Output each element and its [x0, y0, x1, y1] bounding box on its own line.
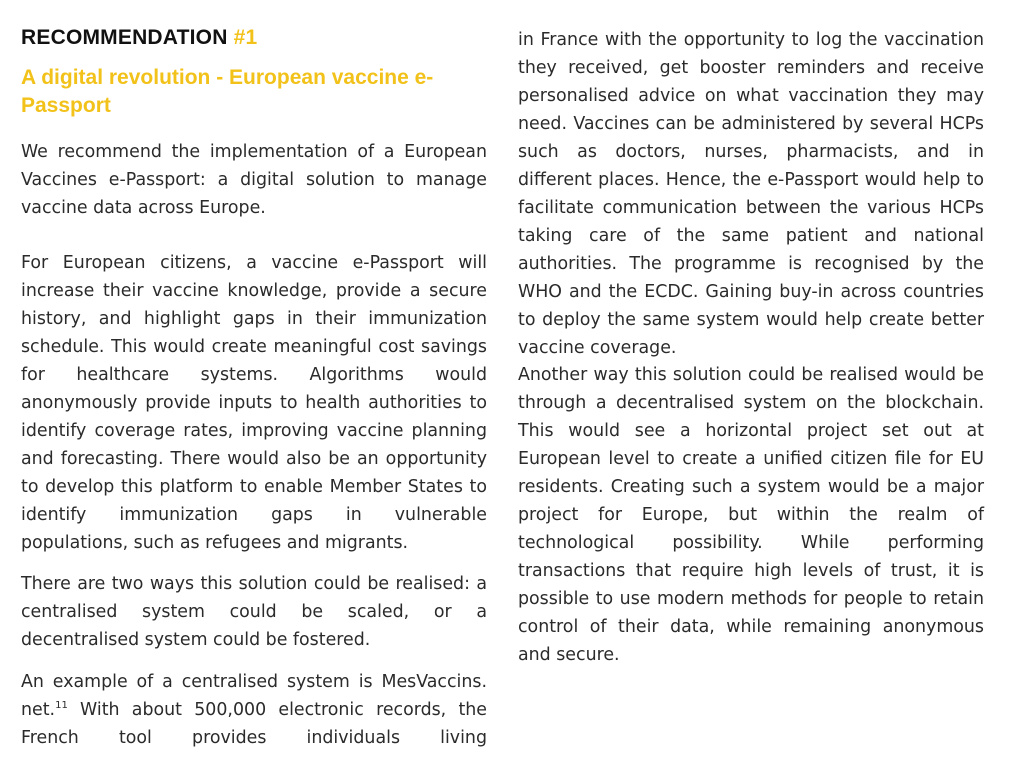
recommendation-number: #1: [233, 26, 258, 49]
two-ways-paragraph: There are two ways this solution could be realised: a centralised system could be scaled, or a decentralised system could be fostered.: [21, 574, 487, 650]
france-continuation-paragraph: in France with the opportunity to log the vaccination they received, get booster reminders and receive personalised advice on what vaccination they may need. Vaccines can be administered by several HCPs such as doctors, nurses, pharmacists, and in different places. Hence, the e-Passport would help to facilitate communication between the various HCPs taking care of the same patient and national authorities. The programme is recognised by the WHO and the ECDC. Gaining buy-in across countries to deploy the same system would help create better vaccine coverage.: [518, 30, 984, 358]
centralised-example-paragraph: [21, 668, 487, 752]
intro-paragraph: We recommend the implementation of a European Vaccines e-Passport: a digital solution to manage vaccine data across Europe.: [21, 142, 487, 218]
recommendation-heading: [21, 26, 257, 50]
recommendation-label: RECOMMENDATION: [21, 26, 234, 49]
example-text-end: With about 500,000 electronic records, the French tool provides individuals living: [21, 700, 487, 748]
example-text-start: An example of a centralised system is MesVaccins. net.: [21, 672, 487, 720]
footnote-reference: 11: [55, 700, 68, 712]
citizens-benefits-paragraph: For European citizens, a vaccine e-Passport will increase their vaccine knowledge, provide a secure history, and highlight gaps in their immunization schedule. This would create meaningful cost savings for healthcare systems. Algorithms would anonymously provide inputs to health authorities to identify coverage rates, improving vaccine planning and forecasting. There would also be an opportunity to develop this platform to enable Member States to identify immunization gaps in vulnerable populations, such as refugees and migrants.: [21, 253, 487, 553]
section-subtitle: A digital revolution - European vaccine e-Passport: [21, 66, 434, 117]
decentralised-paragraph: Another way this solution could be realised would be through a decentralised system on the blockchain. This would see a horizontal project set out at European level to create a unified citizen file for EU residents. Creating such a system would be a major project for Europe, but within the realm of technological possibility. While performing transactions that require high levels of trust, it is possible to use modern methods for people to retain control of their data, while remaining anonymous and secure.: [518, 365, 984, 665]
